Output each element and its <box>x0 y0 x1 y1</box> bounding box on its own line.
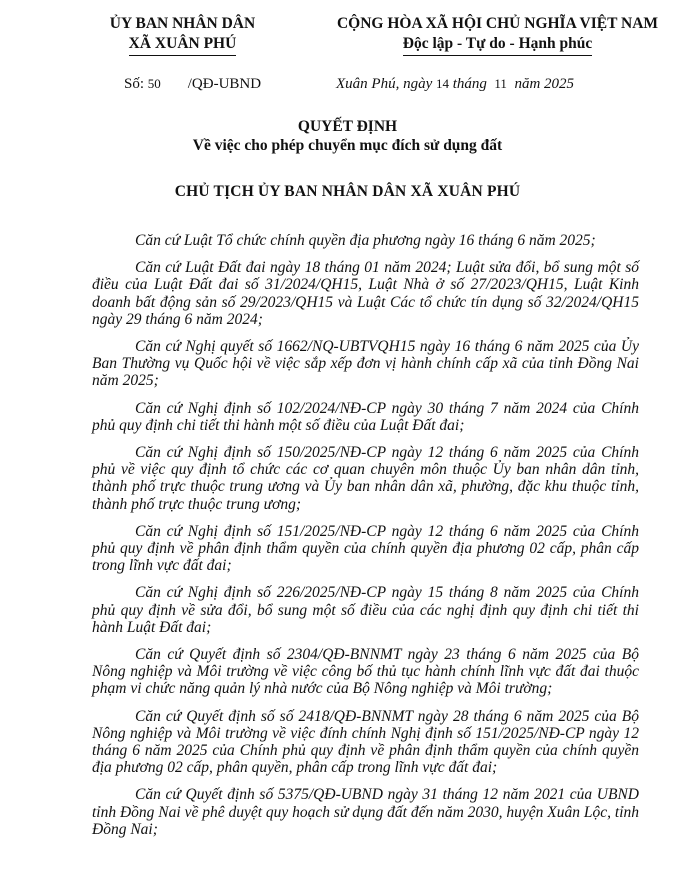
place-day-label: Xuân Phú, ngày <box>336 76 433 92</box>
document-number <box>124 76 261 93</box>
nation-motto: Độc lập - Tự do - Hạnh phúc <box>403 34 592 56</box>
so-number: 50 <box>147 76 161 91</box>
title-subject: Về việc cho phép chuyển mục đích sử dụng đất <box>192 137 503 154</box>
legal-basis-paragraph: Căn cứ Quyết định số 2304/QĐ-BNNMT ngày 23 tháng 6 năm 2025 của Bộ Nông nghiệp và Môi trường về việc công bố thủ tục hành chính lĩnh vực đất đai thuộc phạm vi chức năng quản lý nhà nước của Bộ Nông nghiệp và Môi trường; <box>92 646 639 698</box>
legal-basis-paragraph: Căn cứ Nghị định số 151/2025/NĐ-CP ngày 12 tháng 6 năm 2025 của Chính phủ quy định về phân định thẩm quyền của chính quyền địa phương 02 cấp, phân cấp trong lĩnh vực đất đai; <box>92 522 639 575</box>
so-label: Số: <box>124 76 145 92</box>
legal-basis-paragraph: Căn cứ Nghị định số 150/2025/NĐ-CP ngày 12 tháng 6 năm 2025 của Chính phủ về việc quy định tổ chức các cơ quan chuyên môn thuộc Ủy ban nhân dân tỉnh, thành phố trực thuộc trung ương và Ủy ban nhân dân xã, phường, đặc khu thuộc tỉnh, thành phố trực thuộc trung ương; <box>92 444 639 513</box>
month-label: tháng <box>452 76 487 92</box>
issuer-heading: CHỦ TỊCH ỦY BAN NHÂN DÂN XÃ XUÂN PHÚ <box>174 183 521 200</box>
document-title <box>0 117 695 155</box>
legal-basis-paragraph: Căn cứ Quyết định số số 2418/QĐ-BNNMT ngày 28 tháng 6 năm 2025 của Bộ Nông nghiệp và Môi trường về việc đính chính Nghị định số 151/2025/NĐ-CP ngày 12 tháng 6 năm 2025 của Chính phủ quy định về phân định thẩm quyền của chính quyền địa phương 02 cấp, phân quyền, phân cấp trong lĩnh vực đất đai; <box>92 707 639 777</box>
legal-basis-paragraph: Căn cứ Nghị định số 226/2025/NĐ-CP ngày 15 tháng 8 năm 2025 của Chính phủ quy định về sửa đổi, bổ sung một số điều của các nghị định quy định chi tiết thi hành Luật Đất đai; <box>92 584 639 636</box>
org-name-line2: XÃ XUÂN PHÚ <box>129 34 237 56</box>
date-month: 11 <box>494 76 507 91</box>
legal-basis-paragraph: Căn cứ Nghị quyết số 1662/NQ-UBTVQH15 ngày 16 tháng 6 năm 2025 của Ủy Ban Thường vụ Quốc hội về việc sắp xếp đơn vị hành chính cấp xã của tỉnh Đồng Nai năm 2025; <box>92 338 639 390</box>
so-suffix: /QĐ-UBND <box>187 76 262 92</box>
org-name-line1: ỦY BAN NHÂN DÂN <box>109 15 256 32</box>
legal-basis-paragraph: Căn cứ Luật Tổ chức chính quyền địa phương ngày 16 tháng 6 năm 2025; <box>135 232 596 249</box>
place-date <box>336 76 574 93</box>
date-day: 14 <box>435 76 449 91</box>
legal-basis-paragraph: Căn cứ Luật Đất đai ngày 18 tháng 01 năm 2024; Luật sửa đổi, bổ sung một số điều của Luật Đất đai số 31/2024/QH15, Luật Nhà ở số 27/2023/QH15, Luật Kinh doanh bất động sản số 29/2023/QH15 và Luật Các tổ chức tín dụng số 32/2024/QH15 ngày 29 tháng 6 năm 2024; <box>92 259 639 328</box>
legal-basis-paragraph: Căn cứ Quyết định số 5375/QĐ-UBND ngày 31 tháng 12 năm 2021 của UBND tỉnh Đồng Nai về phê duyệt quy hoạch sử dụng đất đến năm 2030, huyện Xuân Lộc, tỉnh Đồng Nai; <box>92 786 639 838</box>
legal-basis-paragraph: Căn cứ Nghị định số 102/2024/NĐ-CP ngày 30 tháng 7 năm 2024 của Chính phủ quy định chi tiết thi hành một số điều của Luật Đất đai; <box>92 399 639 434</box>
legal-basis <box>92 232 639 848</box>
issuing-organization <box>100 14 265 56</box>
national-motto <box>300 14 695 56</box>
nation-name: CỘNG HÒA XÃ HỘI CHỦ NGHĨA VIỆT NAM <box>336 15 659 32</box>
title-main: QUYẾT ĐỊNH <box>297 118 398 135</box>
year-label: năm 2025 <box>514 76 575 92</box>
